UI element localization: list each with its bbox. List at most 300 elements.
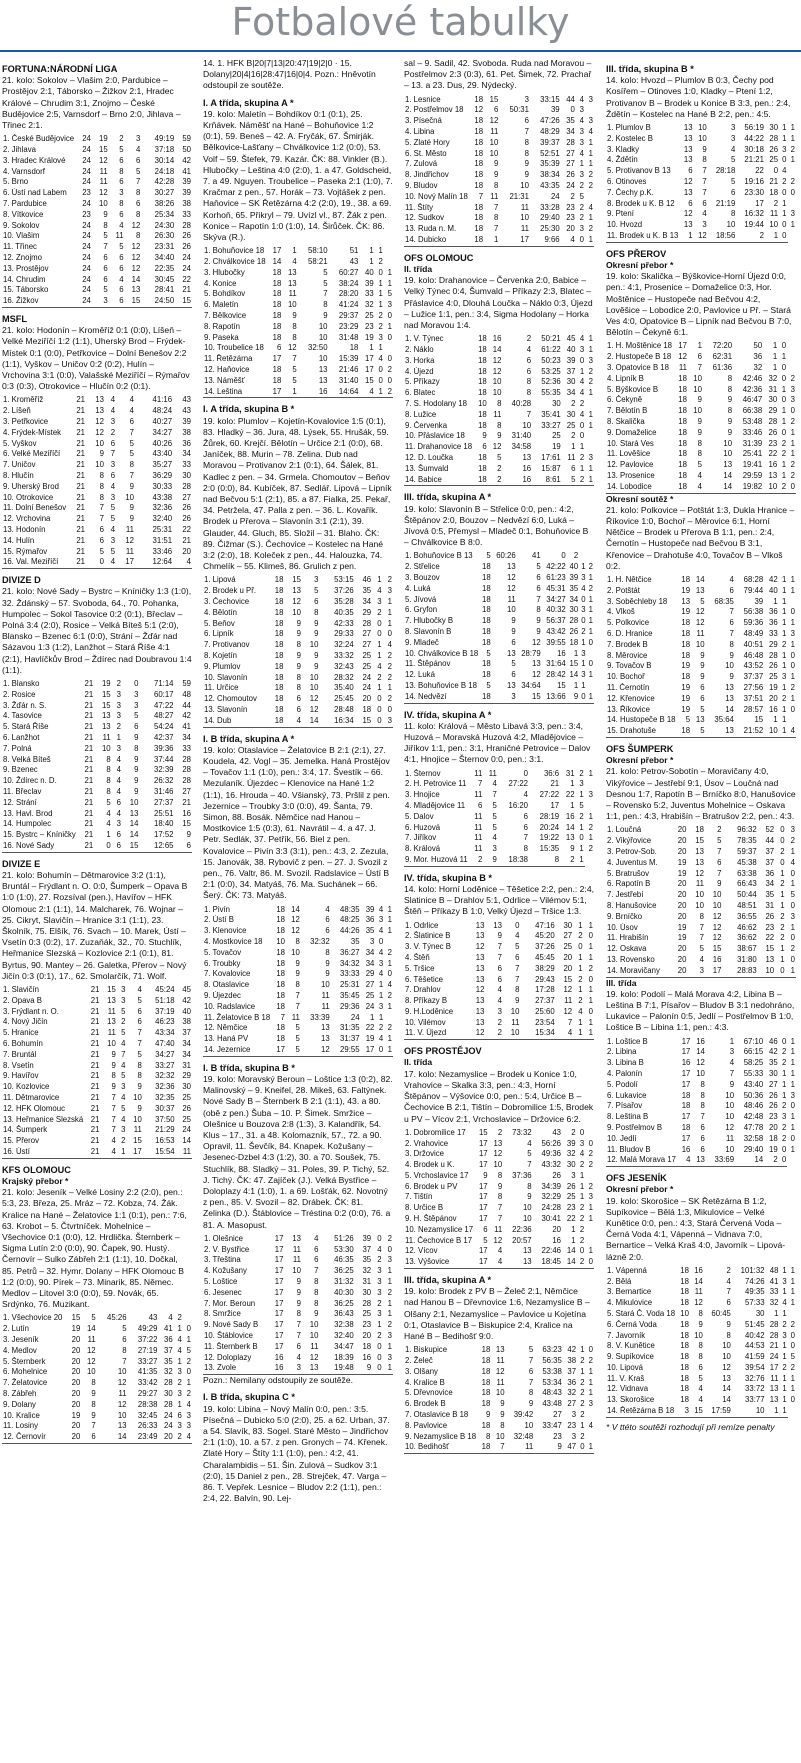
stat-cell: 17 (267, 387, 282, 398)
stat-cell: 32:24 (334, 640, 354, 650)
team-cell: 11. Lověšice (607, 449, 651, 459)
stat-cell: 4 (698, 1384, 703, 1394)
stat-cell: 50:36 (743, 1090, 764, 1100)
stat-cell: 27 (563, 931, 573, 941)
stat-cell: 27:37 (154, 797, 174, 807)
stat-cell: 13 (101, 711, 111, 721)
stat-cell: 3 (110, 416, 116, 426)
stat-cell: 13 (722, 1373, 731, 1383)
table-row (606, 618, 796, 629)
table-row (404, 1388, 594, 1399)
stat-cell: 10 (309, 672, 319, 682)
stat-cell: 1 (782, 123, 787, 133)
stat-cell: 27 (769, 1079, 778, 1089)
table-row (203, 311, 393, 322)
stat-cell: 2 (588, 366, 593, 376)
stat-cell: 7 (700, 1112, 705, 1122)
stat-cell: 25 (362, 661, 372, 671)
table-row (2, 690, 192, 701)
team-cell: 1. Blansko (3, 678, 40, 688)
stat-cell: 18 (274, 629, 284, 639)
stat-cell: 63:38 (737, 868, 757, 878)
stat-cell: 27:19 (137, 1345, 158, 1355)
team-cell: 5. Podolí (607, 1079, 638, 1089)
stat-cell: 8 (325, 947, 330, 957)
stat-cell: 5 (387, 289, 392, 299)
stat-cell: 4 (121, 1060, 126, 1070)
stat-cell: 9 (729, 650, 734, 660)
results-text: 19. kolo: Brodek z PV B – Želeč 2:1, Němčice nad Hanou B – Dřevnovice 1:6, Nezamyslice B – Olšany 2:1, Nezamyslice – Pavlovice u Kojetína 0:1, Otaslavice B – Biskupice 2:4, Kralice na Hané B – Bedihošť 9:0. (404, 1286, 590, 1342)
stat-cell: 5 (697, 460, 702, 470)
stat-cell: 31 (765, 900, 775, 910)
stat-cell: 8 (528, 1388, 534, 1398)
stat-cell: 24 (350, 1012, 360, 1022)
stat-cell: 21 (84, 743, 94, 753)
table-row (404, 769, 594, 780)
stat-cell: 34 (365, 947, 375, 957)
stat-cell: 52 (765, 825, 775, 835)
stat-cell: 5 (486, 648, 491, 658)
stat-cell: 1 (781, 1090, 787, 1100)
table-row (2, 547, 192, 558)
table-row (2, 798, 192, 809)
stat-cell: 6 (536, 572, 541, 582)
stat-cell: 17 (274, 1309, 284, 1319)
stat-cell: 1 (780, 900, 785, 910)
stat-cell: 19:48 (319, 1363, 354, 1374)
team-cell: 4. Ždětín (607, 155, 638, 165)
stat-cell: 28 (566, 137, 575, 147)
stat-cell: 36:62 (737, 933, 757, 943)
stat-cell: 18 (349, 343, 359, 353)
table-row (203, 651, 393, 662)
table-row (606, 1101, 796, 1112)
stat-cell: 1 (782, 1287, 787, 1297)
stat-cell: 13 (695, 857, 704, 867)
stat-cell: 18 (478, 452, 487, 462)
stat-cell: 10 (495, 1388, 505, 1398)
stat-cell: 0 (782, 220, 787, 230)
stat-cell: 18 (276, 926, 285, 936)
table-row (606, 1069, 796, 1080)
stat-cell: 42 (182, 995, 191, 1005)
stat-cell: 6 (477, 800, 483, 810)
stat-cell: 0 (787, 482, 796, 493)
team-cell: 12. Vícov (405, 1246, 438, 1256)
team-cell: 3. Bouzov (405, 572, 440, 582)
stat-cell: 14 (302, 716, 319, 727)
stat-cell: 1 (584, 1028, 594, 1039)
team-cell: 5. Vrchoslavice 17 (405, 1170, 469, 1180)
stat-cell: 20 (677, 954, 687, 964)
stat-cell: 8 (91, 1378, 96, 1388)
stat-cell: 17 (274, 1320, 284, 1330)
table-row (404, 1028, 594, 1039)
stat-cell: 19 (677, 868, 687, 878)
team-cell: 2. Jihlava (3, 145, 36, 155)
stat-cell: 33:15 (540, 94, 560, 104)
stat-cell: 4 (787, 726, 796, 737)
stat-cell: 3 (377, 1309, 382, 1319)
stat-cell: 2 (579, 1203, 585, 1213)
stat-cell: 3 (110, 492, 116, 502)
stat-cell: 12 (696, 1058, 705, 1068)
stat-cell: 12 (507, 572, 516, 582)
table-row (606, 933, 796, 944)
stat-cell: 8 (497, 420, 502, 430)
table-row (2, 1346, 192, 1357)
stat-cell: 22 (182, 524, 191, 534)
standings-table (606, 575, 796, 738)
stat-cell: 1 (581, 680, 586, 690)
stat-cell: 21 (76, 535, 86, 545)
stat-cell: 20 (66, 1432, 81, 1443)
stat-cell: 10 (495, 1431, 505, 1441)
stat-cell: 12 (95, 427, 104, 437)
stat-cell: 4 (121, 1114, 126, 1124)
stat-cell: 9 (314, 651, 319, 661)
stat-cell: 18 (478, 409, 487, 419)
table-row (606, 1112, 796, 1123)
stat-cell: 36 (769, 618, 778, 628)
team-cell: 10. Nový Malín 18 (405, 191, 468, 201)
stat-cell: 17 (478, 1203, 488, 1213)
stat-cell: 0 (86, 557, 105, 568)
stat-cell: 8 (536, 605, 541, 615)
stat-cell: 8 (119, 166, 124, 176)
stat-cell: 9 (296, 629, 301, 639)
stat-cell: 32:76 (745, 1373, 765, 1383)
stat-cell: 7 (491, 1442, 505, 1453)
stat-cell: 28:20 (338, 289, 359, 299)
stat-cell: 2 (387, 651, 392, 661)
stat-cell: 8 (292, 332, 297, 342)
stat-cell: 62:31 (712, 352, 733, 362)
stat-cell: 16:20 (508, 800, 529, 810)
table-row (203, 991, 393, 1002)
stat-cell: 2 (119, 134, 124, 144)
stat-cell: 20 (769, 1122, 778, 1132)
stat-cell: 1 (766, 1406, 780, 1417)
team-cell: 5. Býškovice B (607, 384, 659, 394)
stat-cell: 14 (723, 470, 733, 480)
table-row (203, 354, 393, 365)
stat-cell: 21 (90, 995, 100, 1005)
team-cell: 7. Otaslavice B 18 (405, 1410, 469, 1420)
table-row (404, 345, 594, 356)
stat-cell: 47:40 (155, 1038, 175, 1048)
stat-cell: 0 (578, 942, 583, 952)
stat-cell: 7 (314, 1266, 319, 1276)
stat-cell: 6 (571, 463, 576, 473)
stat-cell: 15 (98, 145, 108, 155)
stat-cell: 0 (588, 637, 593, 647)
stat-cell: 11 (694, 1287, 703, 1297)
stat-cell: 6 (497, 974, 502, 984)
stat-cell: 56:38 (743, 607, 764, 617)
stat-cell: 1 (781, 406, 787, 416)
stat-cell: 6 (717, 857, 722, 867)
table-row (404, 224, 594, 235)
stat-cell: 4 (110, 406, 116, 416)
stat-cell: 12 (475, 985, 485, 995)
stat-cell: 4 (497, 1246, 503, 1256)
stat-cell: 36:25 (334, 1298, 354, 1308)
stat-cell: 11 (292, 1244, 301, 1254)
stat-cell: 32:39 (154, 765, 174, 775)
stat-cell: 3 (378, 1001, 384, 1011)
table-row (606, 923, 796, 934)
stat-cell: 1 (790, 427, 795, 437)
stat-cell: 10 (309, 1331, 319, 1341)
section-subheading: Krajský přebor * (2, 1175, 69, 1186)
stat-cell: 34 (365, 958, 375, 968)
stat-cell: 1 (772, 363, 778, 372)
stat-cell: 2 (781, 1047, 787, 1057)
stat-cell: 8 (727, 373, 733, 383)
stat-cell: 4 (378, 926, 384, 936)
stat-cell: 4 (579, 334, 585, 344)
stat-cell: 17 (550, 800, 560, 810)
stat-cell: 19 (681, 661, 691, 671)
stat-cell: 27:37 (535, 996, 555, 1006)
stat-cell: 11 (520, 202, 529, 212)
stat-cell: 18 (681, 618, 691, 628)
stat-cell: 9 (497, 931, 502, 941)
stat-cell: 29:43 (535, 974, 555, 984)
stat-cell: 17 (274, 1233, 284, 1243)
section-heading: OFS PROSTĚJOV (404, 1046, 482, 1057)
stat-cell: 5 (121, 1006, 126, 1016)
stat-cell: 3 (790, 1090, 795, 1100)
stat-cell: 7 (699, 933, 704, 943)
stat-cell: 45:20 (535, 931, 555, 941)
stat-cell: 19:41 (742, 460, 763, 470)
table-row (404, 595, 594, 606)
stat-cell: 19:22 (539, 833, 560, 843)
stat-cell: 21:46 (338, 365, 359, 375)
stat-cell: 1 (387, 1277, 392, 1287)
table-row (404, 616, 594, 627)
stat-cell: 5 (122, 1324, 127, 1334)
table-row (606, 1155, 796, 1166)
stat-cell: 71:14 (154, 678, 174, 688)
stat-cell: 18 (769, 1133, 778, 1143)
stat-cell: 31:40 (511, 431, 532, 441)
stat-cell: 10 (493, 1160, 503, 1170)
stat-cell: 13 (683, 133, 693, 143)
stat-cell: 1 (790, 1079, 795, 1089)
stat-cell: 14 (562, 1257, 577, 1268)
stat-cell: 21 (84, 765, 94, 775)
stat-cell: 9 (296, 661, 301, 671)
stat-cell: 10 (698, 133, 707, 143)
stat-cell: 20 (71, 1345, 81, 1355)
table-row (404, 213, 594, 224)
league-section (203, 1375, 393, 1386)
stat-cell: 27 (566, 148, 575, 158)
table-row (606, 374, 796, 385)
stat-cell: 9 (325, 958, 330, 968)
stat-cell: 3 (730, 123, 736, 133)
stat-cell: 11 (725, 1133, 735, 1143)
stat-cell: 29:37 (338, 311, 359, 321)
table-row (404, 659, 594, 670)
stat-cell: 5 (492, 811, 497, 821)
standings-table (404, 1128, 594, 1269)
stat-cell: 24 (82, 199, 91, 208)
stat-cell: 17 (681, 1047, 691, 1057)
stat-cell: 2 (579, 1160, 585, 1170)
stat-cell: 11 (695, 879, 704, 889)
stat-cell: 17 (271, 1045, 286, 1056)
stat-cell: 1 (588, 616, 593, 626)
stat-cell: 35 (362, 586, 372, 596)
stat-cell: 16 (694, 1265, 703, 1275)
stat-cell: 12 (532, 637, 541, 647)
stat-cell: 19 (681, 682, 691, 692)
stat-cell: 7 (129, 427, 135, 437)
stat-cell: 3 (121, 984, 126, 994)
stat-cell: 18 (474, 127, 484, 136)
stat-cell: 20 (677, 879, 687, 889)
team-cell: 3. Petrov-Sob. (607, 846, 657, 856)
team-cell: 7. Písařov (607, 1101, 643, 1111)
stat-cell: 21 (84, 689, 94, 699)
table-row (404, 1225, 594, 1236)
table-row (203, 1245, 393, 1256)
stat-cell: 46 (362, 575, 372, 585)
stat-cell: 0 (387, 1244, 392, 1254)
stat-cell: 2 (782, 1319, 787, 1329)
stat-cell: 15 (563, 974, 573, 984)
team-cell: 6. Bohumín (3, 1038, 43, 1048)
team-cell: 11. Bludov B (607, 1144, 651, 1154)
stat-cell: 7 (99, 514, 104, 524)
stat-cell: 12 (678, 352, 687, 362)
stat-cell: 2 (579, 768, 584, 778)
stat-cell: 31 (182, 1060, 191, 1070)
stat-cell: 1 (106, 830, 111, 840)
stat-cell: 18:38 (498, 855, 529, 866)
stat-cell: 52:51 (540, 148, 560, 158)
team-cell: 7. Čechy p.K. (607, 187, 654, 197)
stat-cell: 26 (769, 1090, 778, 1100)
stat-cell: 6 (110, 438, 116, 448)
team-cell: 7. S. Hodolany 18 (405, 398, 467, 408)
table-row (2, 285, 192, 296)
stat-cell: 10 (520, 180, 529, 190)
stat-cell: 10 (763, 482, 778, 493)
stat-cell: 15 (557, 680, 566, 690)
stat-cell: 19 (98, 134, 108, 144)
team-cell: 6. Ústí nad Labem (3, 188, 67, 198)
stat-cell: 37:19 (155, 1006, 175, 1016)
stat-cell: 3 (730, 133, 736, 143)
stat-cell: 1 (781, 416, 787, 426)
stat-cell: 12 (98, 155, 108, 165)
table-row (606, 385, 796, 396)
stat-cell: 3 (579, 137, 584, 147)
stat-cell: 13 (287, 267, 297, 277)
stat-cell: 0 (377, 618, 382, 628)
stat-cell: 1 (588, 605, 593, 615)
stat-cell: 0 (579, 692, 586, 703)
stat-cell: 1 (570, 779, 575, 789)
stat-cell: 4 (377, 1244, 382, 1254)
stat-cell: 47 (563, 1442, 577, 1453)
table-row (404, 475, 594, 486)
stat-cell: 2 (790, 177, 795, 186)
stat-cell: 3 (121, 1125, 126, 1135)
team-cell: 5. Tršice (405, 963, 435, 973)
stat-cell: 8 (493, 180, 499, 190)
stat-cell: 18 (272, 278, 282, 288)
table-row (404, 235, 594, 246)
stat-cell: 1 (782, 1352, 787, 1362)
stat-cell: 8 (524, 137, 529, 147)
stat-cell: 2 (573, 551, 579, 561)
stat-cell: 0 (377, 1341, 382, 1351)
stat-cell: 24 (75, 296, 92, 307)
stat-cell: 2 (377, 672, 382, 682)
team-cell: 13. Šumvald (405, 463, 449, 473)
stat-cell: 0 (790, 900, 795, 910)
stat-cell: 10 (522, 1203, 532, 1213)
stat-cell: 4 (579, 1149, 585, 1159)
stat-cell: 3 (387, 300, 392, 310)
stat-cell: 31:35 (340, 1023, 360, 1033)
stat-cell: 1 (387, 926, 392, 936)
stat-cell: 24 (566, 180, 575, 190)
stat-cell: 18 (481, 605, 491, 615)
stat-cell: 1 (790, 133, 795, 143)
stat-cell: 42 (182, 155, 191, 165)
section-subheading: Okresní přebor * (606, 259, 674, 270)
results-text: 21. kolo: Nové Sady – Bystrc – Kníničky 1:3 (1:0), 32. Ždánský – 57. Svoboda, 64., 70. Pohanka, Humpolec – Sokol Tasovice 0:2 (0:1), Břeclav – Polná 3:4 (2:0), Rosice – Velká Bíteš 5:1 (2:0), Blansko – Bzenec 6:1 (0:0), Strání – Žďár nad Sázavou 1:3 (1:2), Lanžhot – Stará Říše 4:1 (2:1), Havlíčkův Brod – Ždírec nad Doubravou 1:4 (1:1). (2, 586, 192, 675)
stat-cell: 13 (522, 1246, 532, 1256)
table-row (203, 705, 393, 716)
stat-cell: 9 (111, 1082, 116, 1092)
stat-cell: 37 (182, 1028, 191, 1038)
stat-cell: 6 (119, 263, 124, 273)
stat-cell: 3 (121, 1082, 126, 1092)
stat-cell: 33:27 (155, 1060, 175, 1070)
team-cell: 3. Držovice (405, 1149, 444, 1159)
stat-cell: 51:26 (334, 1233, 354, 1243)
stat-cell: 24 (182, 252, 191, 262)
stat-cell: 2 (580, 1399, 585, 1409)
stat-cell: 4 (526, 344, 532, 354)
stat-cell: 42:36 (742, 384, 763, 394)
stat-cell: 30 (552, 398, 561, 408)
table-row (2, 809, 192, 820)
league-section (203, 98, 393, 399)
stat-cell: 9 (186, 830, 191, 840)
stat-cell: 6 (103, 263, 108, 273)
stat-cell: 9 (485, 1410, 491, 1420)
stat-cell: 2 (588, 844, 593, 854)
stat-cell: 68:35 (714, 596, 734, 606)
stat-cell: 32:35 (155, 1092, 175, 1102)
stat-cell: 33:39 (310, 1012, 330, 1022)
stat-cell: 10 (492, 377, 502, 387)
team-cell: 5. Bohdíkov (204, 289, 246, 299)
stat-cell: 9 (528, 1399, 534, 1409)
stat-cell: 2 (588, 1160, 593, 1170)
table-row (203, 1013, 393, 1024)
stat-cell: 24 (82, 220, 91, 230)
